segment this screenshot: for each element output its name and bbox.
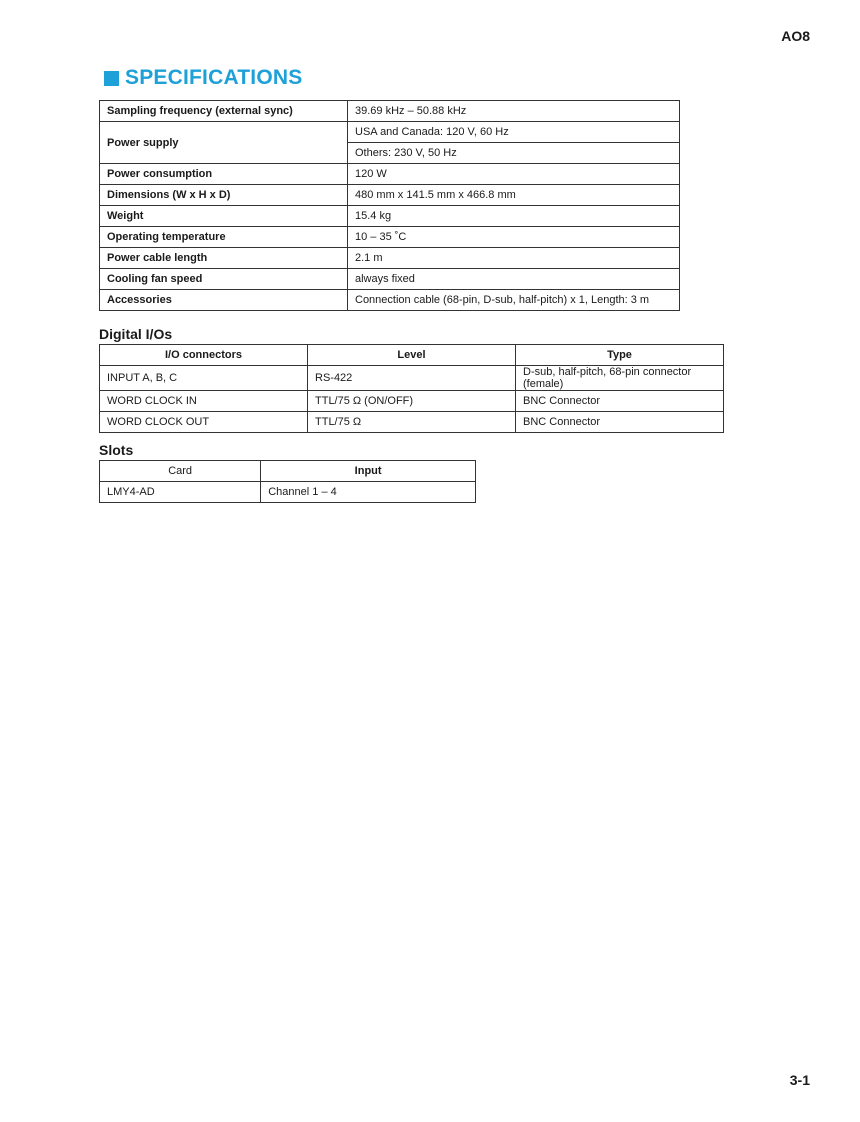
spec-key: Operating temperature	[100, 227, 348, 248]
specifications-table	[99, 100, 680, 311]
spec-value: Others: 230 V, 50 Hz	[348, 143, 680, 164]
column-header: Input	[261, 461, 476, 482]
model-label: AO8	[781, 28, 810, 44]
spec-value: always fixed	[348, 269, 680, 290]
table-row	[100, 391, 724, 412]
table-cell: RS-422	[308, 366, 516, 391]
table-row	[100, 101, 680, 122]
table-cell: WORD CLOCK OUT	[100, 412, 308, 433]
spec-key: Cooling fan speed	[100, 269, 348, 290]
spec-key: Sampling frequency (external sync)	[100, 101, 348, 122]
table-cell: TTL/75 Ω (ON/OFF)	[308, 391, 516, 412]
page-number: 3-1	[789, 1072, 810, 1088]
column-header: Level	[308, 345, 516, 366]
table-cell: LMY4-AD	[100, 482, 261, 503]
spec-value: 39.69 kHz – 50.88 kHz	[348, 101, 680, 122]
table-row	[100, 164, 680, 185]
digital-ios-table	[99, 344, 724, 433]
page-title	[104, 66, 302, 90]
table-header-row	[100, 345, 724, 366]
spec-key: Power consumption	[100, 164, 348, 185]
table-cell: INPUT A, B, C	[100, 366, 308, 391]
table-row	[100, 206, 680, 227]
table-row	[100, 482, 476, 503]
table-row	[100, 122, 680, 143]
column-header: I/O connectors	[100, 345, 308, 366]
spec-value: USA and Canada: 120 V, 60 Hz	[348, 122, 680, 143]
table-row	[100, 290, 680, 311]
table-cell: BNC Connector	[516, 391, 724, 412]
title-square-icon	[104, 71, 119, 86]
spec-value: 120 W	[348, 164, 680, 185]
table-header-row	[100, 461, 476, 482]
table-row	[100, 269, 680, 290]
spec-key: Accessories	[100, 290, 348, 311]
spec-key: Power cable length	[100, 248, 348, 269]
slots-heading: Slots	[99, 442, 134, 458]
slots-table	[99, 460, 476, 503]
table-row	[100, 412, 724, 433]
page-title-text: SPECIFICATIONS	[125, 66, 303, 89]
table-cell: TTL/75 Ω	[308, 412, 516, 433]
spec-key: Dimensions (W x H x D)	[100, 185, 348, 206]
spec-key: Power supply	[100, 122, 348, 164]
digital-ios-heading: Digital I/Os	[99, 326, 173, 342]
table-row	[100, 185, 680, 206]
table-row	[100, 366, 724, 391]
column-header: Type	[516, 345, 724, 366]
table-cell: Channel 1 – 4	[261, 482, 476, 503]
table-row	[100, 227, 680, 248]
spec-value: 2.1 m	[348, 248, 680, 269]
table-cell: D-sub, half-pitch, 68-pin connector (female)	[516, 366, 724, 391]
table-cell: WORD CLOCK IN	[100, 391, 308, 412]
spec-key: Weight	[100, 206, 348, 227]
column-header: Card	[100, 461, 261, 482]
spec-value: 10 – 35 ˚C	[348, 227, 680, 248]
table-row	[100, 248, 680, 269]
spec-value: 15.4 kg	[348, 206, 680, 227]
spec-value: Connection cable (68-pin, D-sub, half-pitch) x 1, Length: 3 m	[348, 290, 680, 311]
table-cell: BNC Connector	[516, 412, 724, 433]
spec-value: 480 mm x 141.5 mm x 466.8 mm	[348, 185, 680, 206]
